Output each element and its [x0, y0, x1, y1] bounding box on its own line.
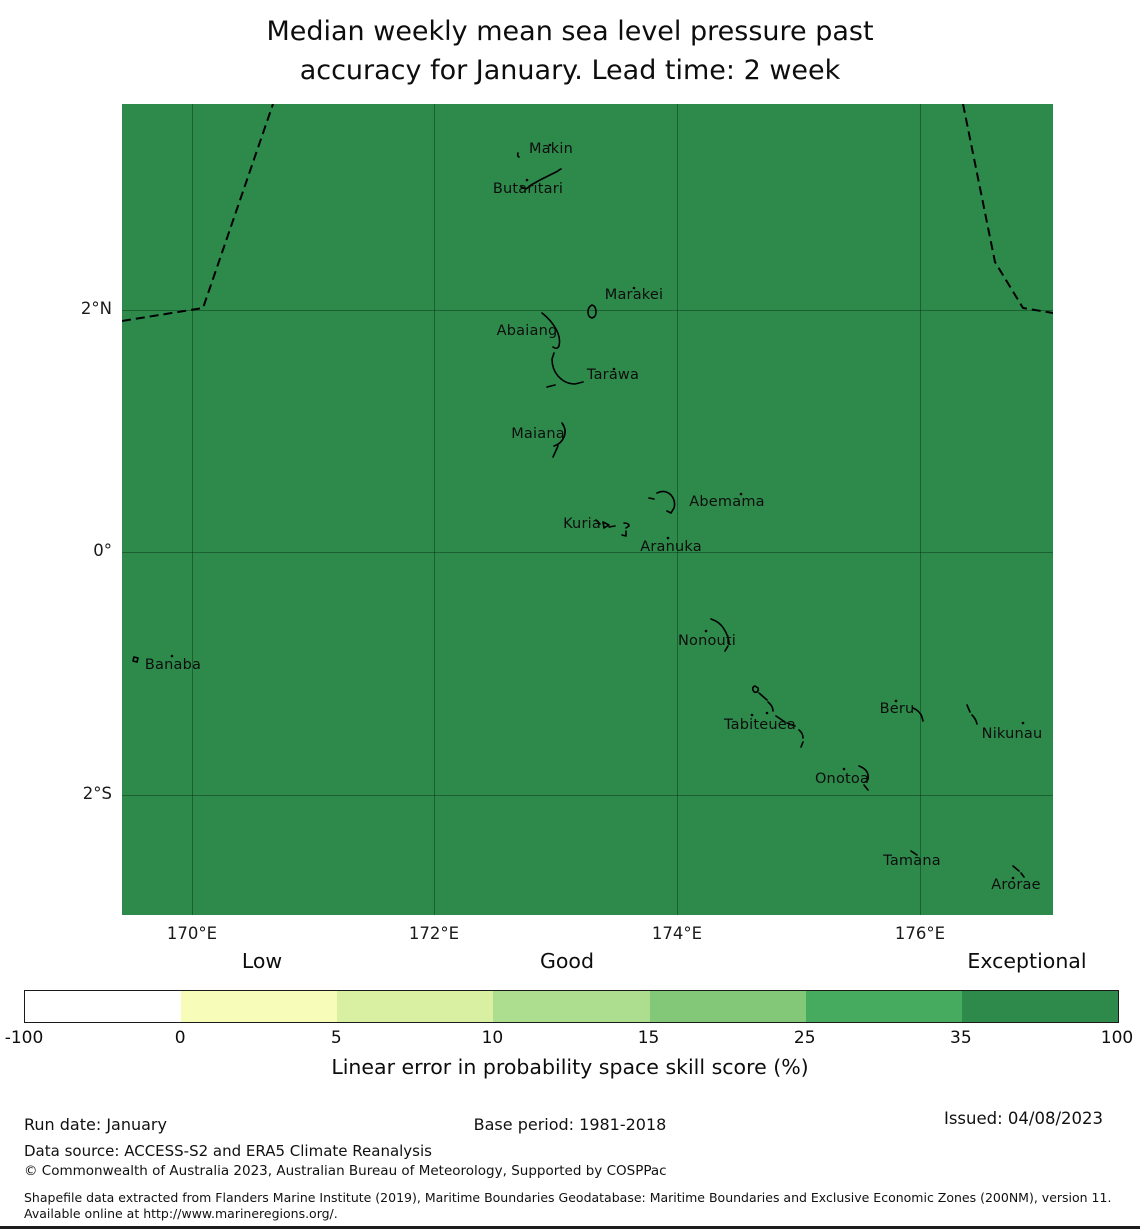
footer-run-date: Run date: January: [24, 1115, 167, 1134]
figure-title: [0, 12, 1140, 90]
bottom-border-rule: [0, 1226, 1140, 1229]
island-label-maiana: Maiana: [511, 426, 565, 442]
colorbar-segment: [650, 991, 806, 1022]
island-label-nikunau: Nikunau: [981, 726, 1043, 742]
colorbar-tick-label: 25: [793, 1028, 816, 1048]
colorbar-tick-label: 15: [637, 1028, 660, 1048]
colorbar-tick-label: 0: [174, 1028, 186, 1048]
colorbar-segment: [806, 991, 962, 1022]
map-panel: [122, 104, 1053, 915]
island-label-tamana: Tamana: [883, 853, 941, 869]
colorbar-qualitative-label-exceptional: Exceptional: [967, 949, 1087, 973]
colorbar-tick-label: 5: [330, 1028, 342, 1048]
colorbar: [24, 990, 1119, 1023]
island-label-beru: Beru: [879, 701, 915, 717]
colorbar-segment: [337, 991, 493, 1022]
colorbar-segment: [181, 991, 337, 1022]
figure-title-line1: Median weekly mean sea level pressure past: [266, 16, 874, 47]
y-axis-tick-label: 2°S: [82, 784, 112, 803]
colorbar-tick-label: 100: [1100, 1028, 1134, 1048]
island-label-marakei: Marakei: [604, 287, 664, 303]
y-axis-tick-label: 0°: [93, 541, 112, 560]
island-label-tarawa: Tarawa: [586, 367, 640, 383]
colorbar-axis-label: Linear error in probability space skill score (%): [331, 1055, 809, 1079]
figure-title-line2: accuracy for January. Lead time: 2 week: [299, 55, 841, 86]
island-label-aranuka: Aranuka: [640, 539, 702, 555]
footer-base-period: Base period: 1981-2018: [473, 1115, 667, 1134]
footer-copyright: © Commonwealth of Australia 2023, Australian Bureau of Meteorology, Supported by COSPPac: [24, 1163, 667, 1179]
island-label-kuria: Kuria: [563, 516, 601, 532]
island-label-abaiang: Abaiang: [496, 323, 558, 339]
island-label-nonouti: Nonouti: [677, 633, 737, 649]
colorbar-segments: [25, 991, 1118, 1022]
colorbar-tick-label: -100: [4, 1028, 44, 1048]
x-axis-tick-label: 174°E: [651, 924, 703, 943]
footer-data-source: Data source: ACCESS-S2 and ERA5 Climate Reanalysis: [24, 1142, 432, 1160]
footer-issued-date: Issued: 04/08/2023: [943, 1109, 1103, 1128]
island-label-onotoa: Onotoa: [814, 771, 870, 787]
colorbar-qualitative-label-good: Good: [540, 949, 594, 973]
x-axis-tick-label: 172°E: [408, 924, 460, 943]
island-label-makin: Makin: [528, 141, 574, 157]
y-axis-tick-label: 2°N: [80, 299, 112, 318]
x-axis-tick-label: 176°E: [894, 924, 946, 943]
colorbar-segment: [25, 991, 181, 1022]
colorbar-tick-label: 10: [481, 1028, 504, 1048]
island-label-arorae: Arorae: [991, 877, 1041, 893]
colorbar-qualitative-label-low: Low: [241, 949, 283, 973]
x-axis-tick-label: 170°E: [166, 924, 218, 943]
colorbar-tick-label: 35: [950, 1028, 972, 1048]
island-label-abemama: Abemama: [689, 494, 765, 510]
island-label-banaba: Banaba: [144, 657, 202, 673]
island-label-tabiteuea: Tabiteuea: [724, 717, 796, 733]
colorbar-segment: [962, 991, 1118, 1022]
colorbar-segment: [493, 991, 649, 1022]
footer-shapefile-note: Shapefile data extracted from Flanders Marine Institute (2019), Maritime Boundaries Geodatabase: Maritime Boundaries and Exclusive Economic Zones (200NM), version 11. Available online at http://www.marineregions.org/.: [24, 1190, 1112, 1221]
island-layer: [122, 104, 1053, 915]
island-label-butaritari: Butaritari: [492, 181, 564, 197]
